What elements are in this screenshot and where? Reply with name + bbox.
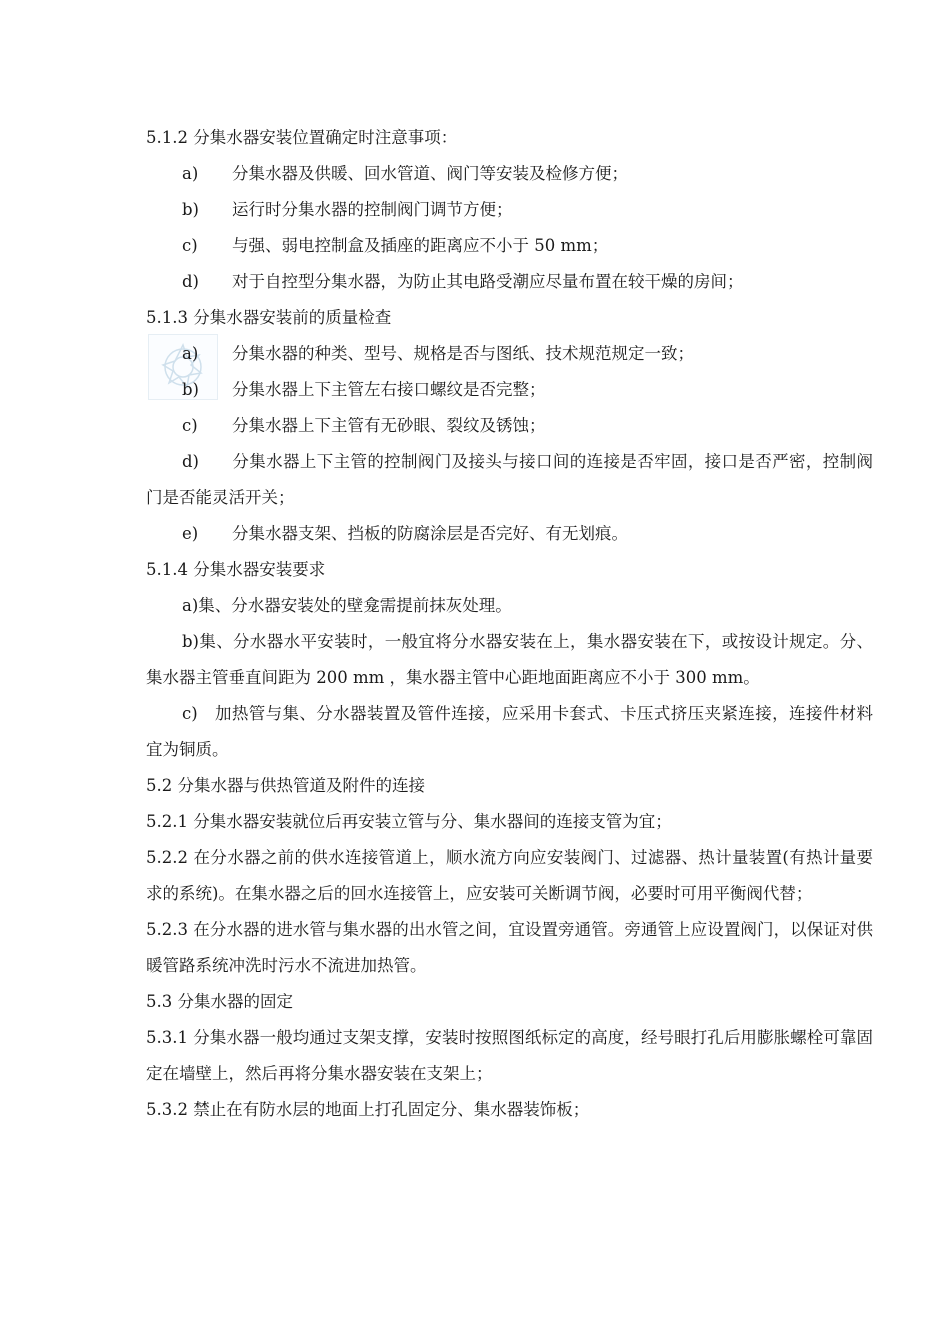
list-item xyxy=(146,192,873,228)
paragraph: 5.2.2 在分水器之前的供水连接管道上，顺水流方向应安装阀门、过滤器、热计量装置(有热计量要求的系统)。在集水器之后的回水连接管上，应安装可关断调节阀，必要时可用平衡阀代替； xyxy=(146,848,873,903)
paragraph: 5.3.1 分集水器一般均通过支架支撑，安装时按照图纸标定的高度，经号眼打孔后用膨胀螺栓可靠固定在墙壁上，然后再将分集水器安装在支架上； xyxy=(146,1028,873,1083)
list-item xyxy=(146,516,873,552)
item-text: 分集水器及供暖、回水管道、阀门等安装及检修方便； xyxy=(232,164,628,183)
list-item xyxy=(146,372,873,408)
document-page xyxy=(146,120,873,1128)
section-heading-5-3: 5.3 分集水器的固定 xyxy=(146,992,293,1011)
paragraph: c) 加热管与集、分水器装置及管件连接，应采用卡套式、卡压式挤压夹紧连接，连接件材料宜为铜质。 xyxy=(146,704,873,759)
item-mark: a) xyxy=(182,344,199,363)
list-item xyxy=(146,408,873,444)
item-text: 分集水器上下主管的控制阀门及接头与接口间的连接是否牢固，接口是否严密，控制阀门是否能灵活开关； xyxy=(146,452,873,507)
list-item xyxy=(146,156,873,192)
paragraph: a)集、分水器安装处的壁龛需提前抹灰处理。 xyxy=(182,596,512,615)
list-item-wrapped xyxy=(146,444,873,516)
section-heading-5-1-2: 5.1.2 分集水器安装位置确定时注意事项： xyxy=(146,128,458,147)
paragraph: 5.3.2 禁止在有防水层的地面上打孔固定分、集水器装饰板； xyxy=(146,1100,590,1119)
paragraph: 5.2.3 在分水器的进水管与集水器的出水管之间，宜设置旁通管。旁通管上应设置阀门，以保证对供暖管路系统冲洗时污水不流进加热管。 xyxy=(146,920,873,975)
item-text: 对于自控型分集水器，为防止其电路受潮应尽量布置在较干燥的房间； xyxy=(232,272,744,291)
item-mark: e) xyxy=(182,524,199,543)
item-mark: c) xyxy=(182,236,198,255)
item-text: 分集水器的种类、型号、规格是否与图纸、技术规范规定一致； xyxy=(232,344,694,363)
item-text: 分集水器上下主管有无砂眼、裂纹及锈蚀； xyxy=(232,416,546,435)
item-mark: a) xyxy=(182,164,199,183)
list-item xyxy=(146,336,873,372)
section-heading-5-1-3: 5.1.3 分集水器安装前的质量检查 xyxy=(146,308,392,327)
item-text: 运行时分集水器的控制阀门调节方便； xyxy=(232,200,513,219)
item-mark: b) xyxy=(182,380,199,399)
section-heading-5-1-4: 5.1.4 分集水器安装要求 xyxy=(146,560,326,579)
section-heading-5-2: 5.2 分集水器与供热管道及附件的连接 xyxy=(146,776,425,795)
item-mark: c) xyxy=(182,416,198,435)
paragraph: b)集、分水器水平安装时，一般宜将分水器安装在上，集水器安装在下，或按设计规定。分、集水器主管垂直间距为 200 mm ，集水器主管中心距地面距离应不小于 300 mm。 xyxy=(146,632,873,687)
item-text: 分集水器上下主管左右接口螺纹是否完整； xyxy=(232,380,546,399)
item-text: 与强、弱电控制盒及插座的距离应不小于 50 mm； xyxy=(232,236,609,255)
item-mark: b) xyxy=(182,200,199,219)
item-mark: d) xyxy=(182,272,199,291)
item-text: 分集水器支架、挡板的防腐涂层是否完好、有无划痕。 xyxy=(232,524,628,543)
paragraph: 5.2.1 分集水器安装就位后再安装立管与分、集水器间的连接支管为宜； xyxy=(146,812,672,831)
list-item xyxy=(146,264,873,300)
list-item xyxy=(146,228,873,264)
item-mark: d) xyxy=(182,452,199,471)
